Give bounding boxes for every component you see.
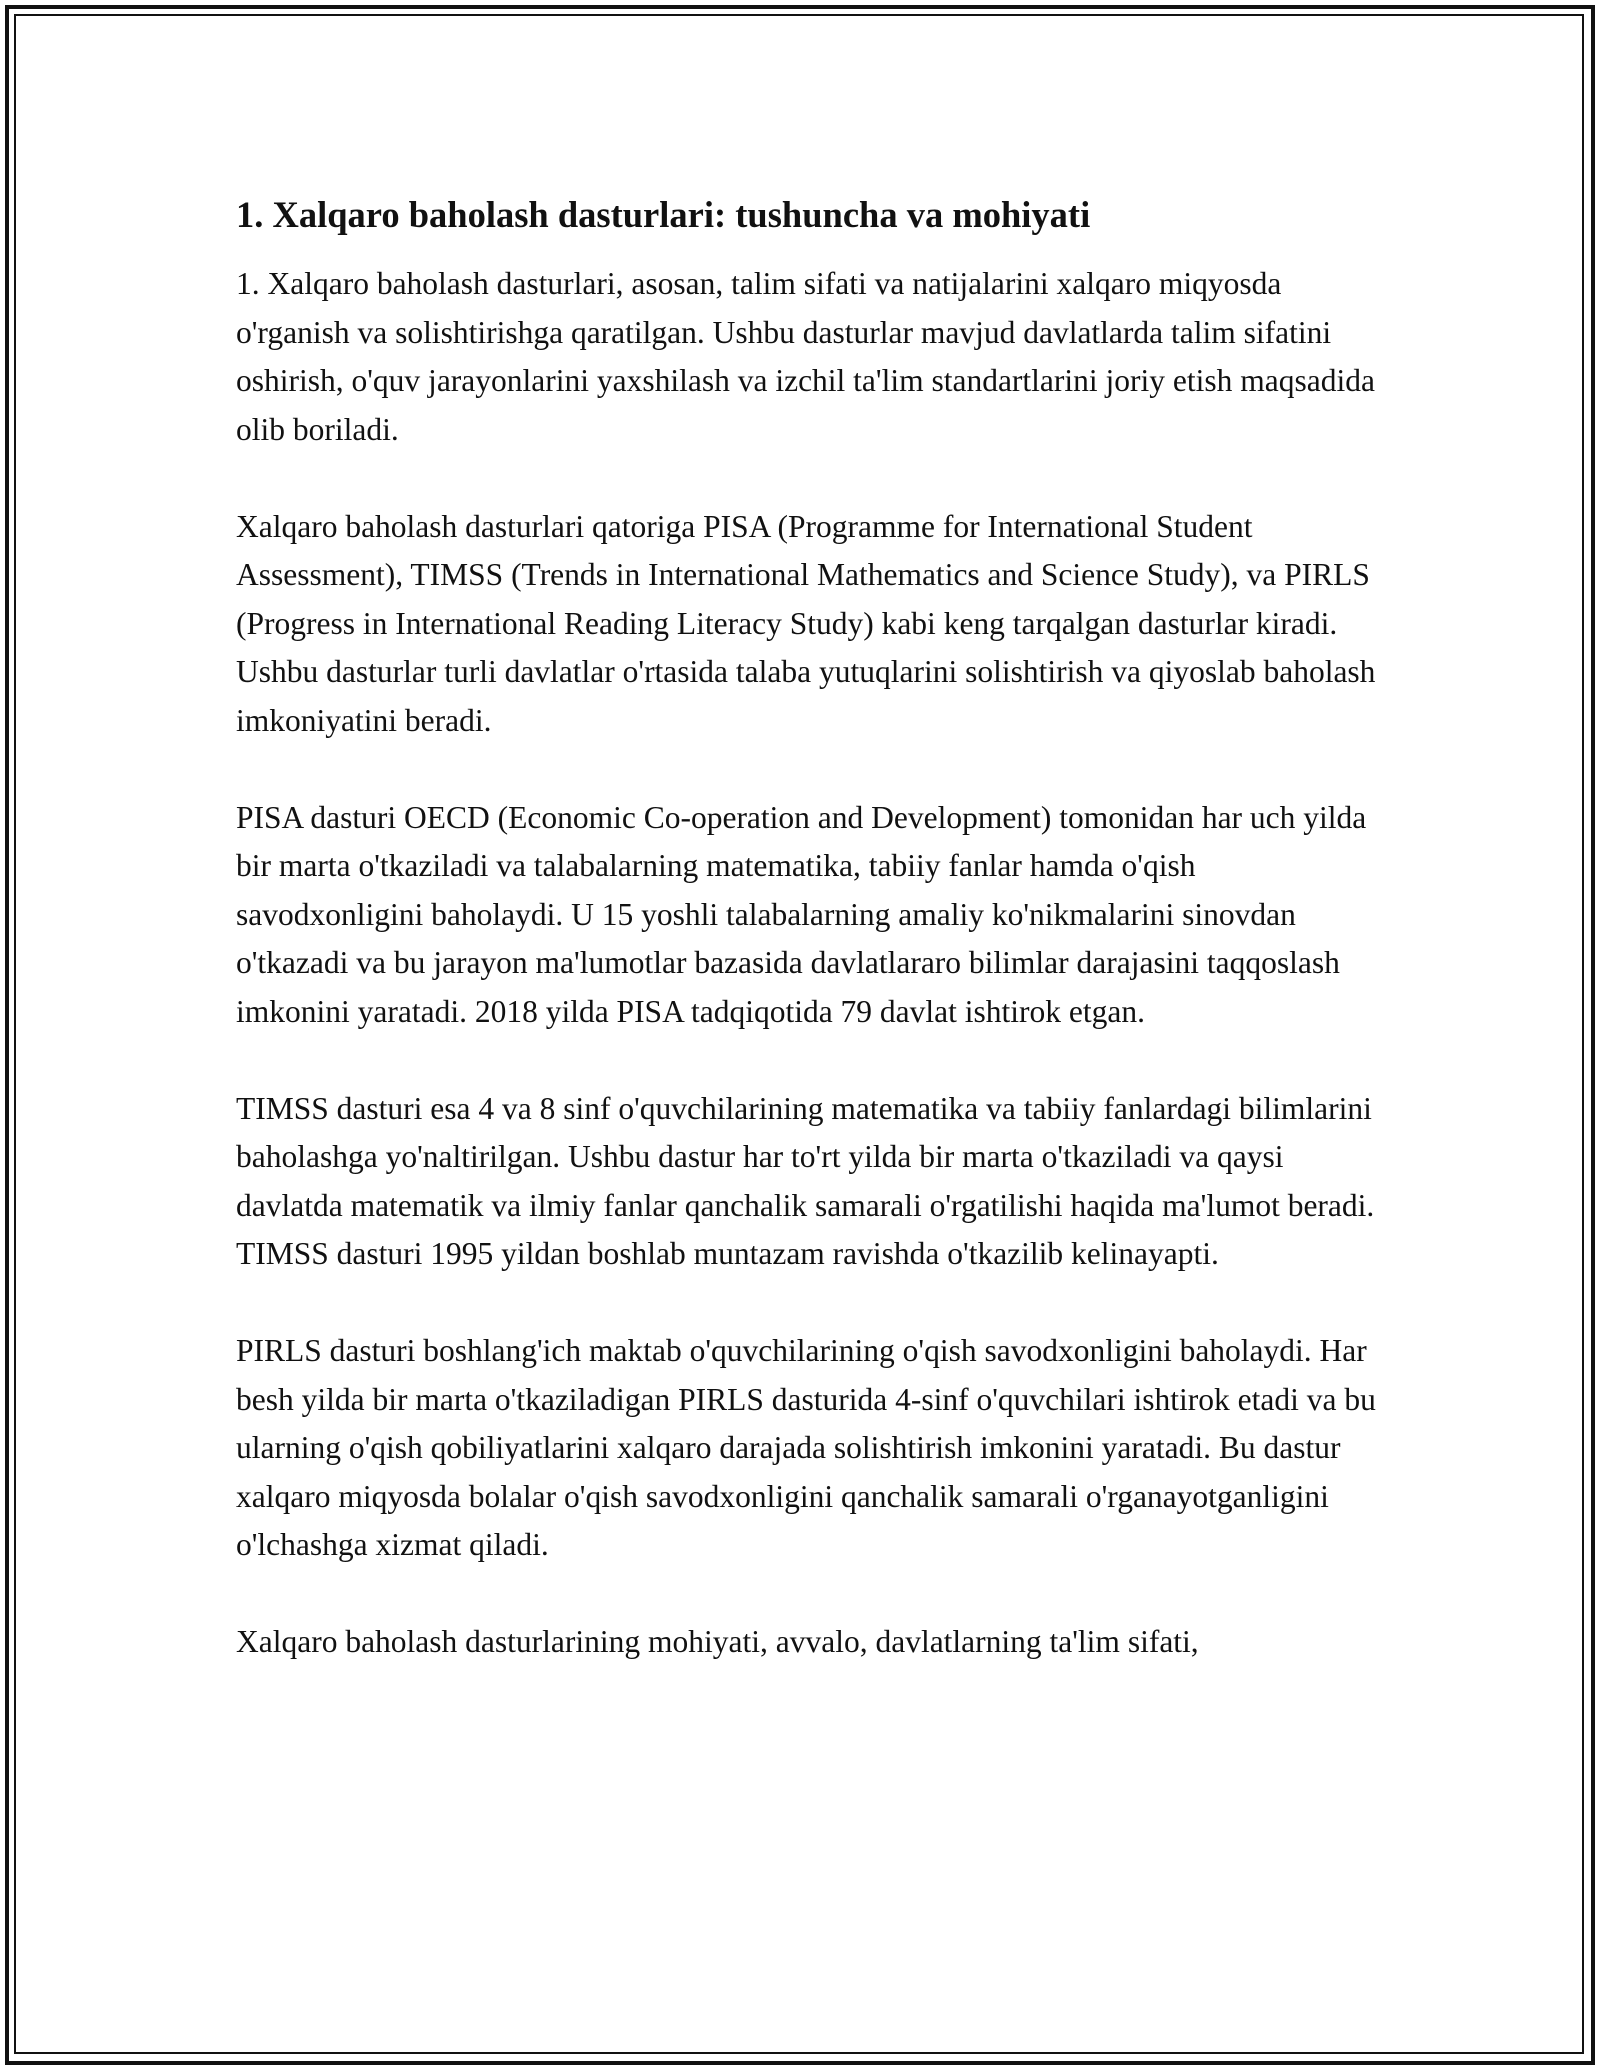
paragraph-pirls: PIRLS dasturi boshlang'ich maktab o'quvchilarining o'qish savodxonligini baholaydi. Har besh yilda bir marta o'tkaziladigan PIRLS dasturida 4-sinf o'quvchilari ishtirok etadi va bu ularning o'qish qobiliyatlarini xalqaro darajada solishtirish imkonini yaratadi. Bu dastur xalqaro miqyosda bolalar o'qish savodxonligini qanchalik samarali o'rganayotganligini o'lchashga xizmat qiladi. — [236, 1333, 1376, 1562]
document-body — [236, 190, 1386, 1667]
section-heading: 1. Xalqaro baholash dasturlari: tushuncha va mohiyati — [236, 194, 1091, 235]
paragraph-essence: Xalqaro baholash dasturlarining mohiyati, avvalo, davlatlarning ta'lim sifati, — [236, 1624, 1199, 1659]
paragraph-intro: 1. Xalqaro baholash dasturlari, asosan, talim sifati va natijalarini xalqaro miqyosda o'rganish va solishtirishga qaratilgan. Ushbu dasturlar mavjud davlatlarda talim sifatini oshirish, o'quv jarayonlarini yaxshilash va izchil ta'lim standartlarini joriy etish maqsadida olib boriladi. — [236, 266, 1375, 447]
paragraph-pisa: PISA dasturi OECD (Economic Co-operation and Development) tomonidan har uch yilda bir marta o'tkaziladi va talabalarning matematika, tabiiy fanlar hamda o'qish savodxonligini baholaydi. U 15 yoshli talabalarning amaliy ko'nikmalarini sinovdan o'tkazadi va bu jarayon ma'lumotlar bazasida davlatlararo bilimlar darajasini taqqoslash imkonini yaratadi. 2018 yilda PISA tadqiqotida 79 davlat ishtirok etgan. — [236, 799, 1367, 1029]
paragraph-programs-list: Xalqaro baholash dasturlari qatoriga PISA (Programme for International Student Assessment), TIMSS (Trends in International Mathematics and Science Study), va PIRLS (Progress in International Reading Literacy Study) kabi keng tarqalgan dasturlar kiradi. Ushbu dasturlar turli davlatlar o'rtasida talaba yutuqlarini solishtirish va qiyoslab baholash imkoniyatini beradi. — [236, 508, 1376, 738]
paragraph-timss: TIMSS dasturi esa 4 va 8 sinf o'quvchilarining matematika va tabiiy fanlardagi bilimlarini baholashga yo'naltirilgan. Ushbu dastur har to'rt yilda bir marta o'tkaziladi va qaysi davlatda matematik va ilmiy fanlar qanchalik samarali o'rgatilishi haqida ma'lumot beradi. TIMSS dasturi 1995 yildan boshlab muntazam ravishda o'tkazilib kelinayapti. — [236, 1090, 1375, 1271]
